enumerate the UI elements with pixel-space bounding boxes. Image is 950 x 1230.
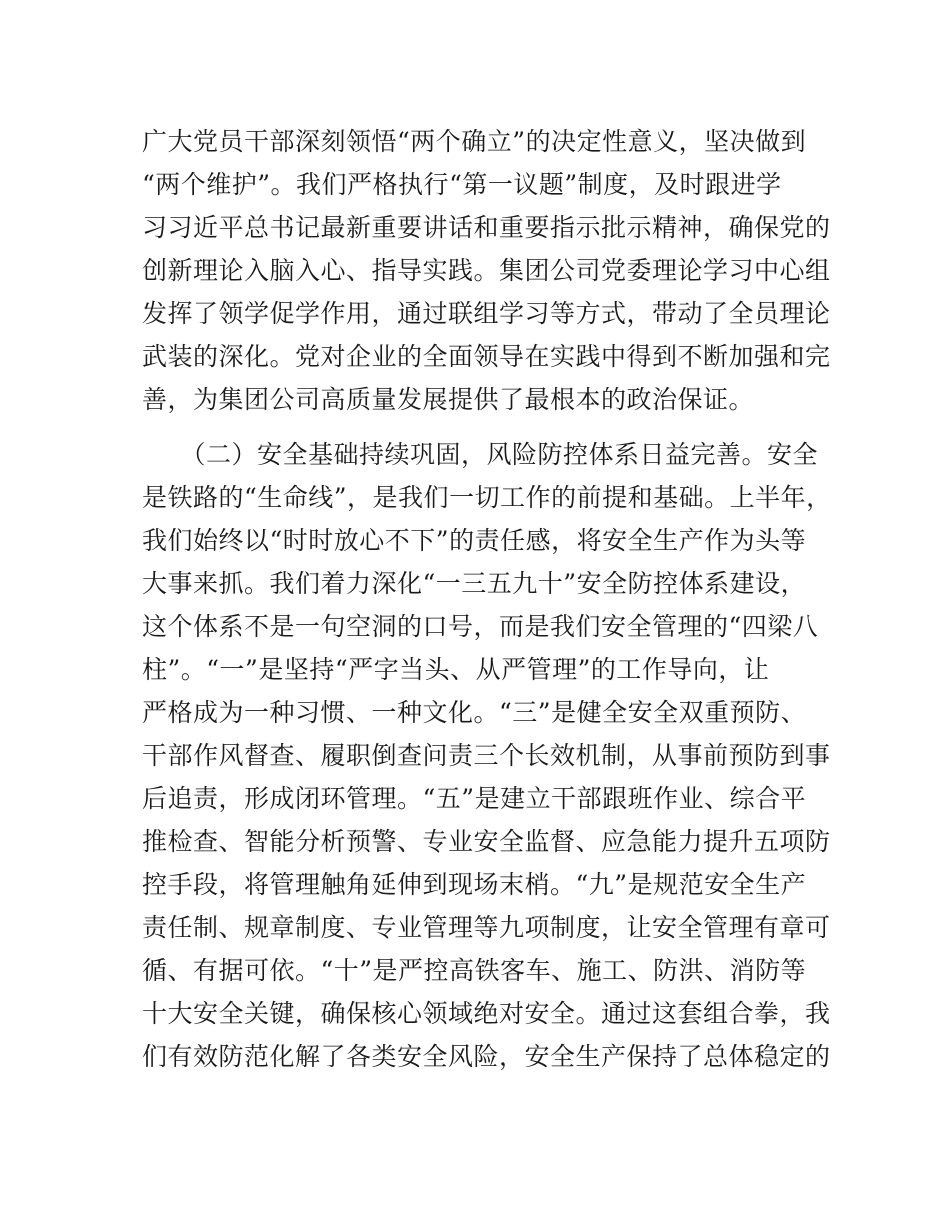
paragraph-2-line-7: 严格成为一种习惯、一种文化。“三”是健全安全双重预防、 bbox=[142, 698, 807, 727]
paragraph-2-line-6: 柱”。“一”是坚持“严字当头、从严管理”的工作导向，让 bbox=[142, 655, 770, 684]
paragraph-1-line-3: 习习近平总书记最新重要讲话和重要指示批示精神，确保党的 bbox=[142, 213, 831, 242]
paragraph-2-line-8: 干部作风督查、履职倒查问责三个长效机制，从事前预防到事 bbox=[142, 741, 831, 770]
paragraph-2-line-11: 控手段，将管理触角延伸到现场末梢。“九”是规范安全生产 bbox=[142, 870, 807, 899]
paragraph-2-line-12: 责任制、规章制度、专业管理等九项制度，让安全管理有章可 bbox=[142, 913, 831, 942]
paragraph-2-line-3: 我们始终以“时时放心不下”的责任感，将安全生产作为头等 bbox=[142, 526, 807, 555]
paragraph-2-line-4: 大事来抓。我们着力深化“一三五九十”安全防控体系建设， bbox=[142, 569, 807, 598]
paragraph-2-line-9: 后追责，形成闭环管理。“五”是建立干部跟班作业、综合平 bbox=[142, 784, 807, 813]
paragraph-1-line-7: 善，为集团公司高质量发展提供了最根本的政治保证。 bbox=[142, 385, 755, 414]
paragraph-2-line-13: 循、有据可依。“十”是严控高铁客车、施工、防洪、消防等 bbox=[142, 956, 807, 985]
paragraph-1-line-4: 创新理论入脑入心、指导实践。集团公司党委理论学习中心组 bbox=[142, 256, 831, 285]
paragraph-2-line-2: 是铁路的“生命线”，是我们一切工作的前提和基础。上半年， bbox=[142, 483, 832, 512]
paragraph-2 bbox=[142, 433, 832, 1078]
paragraph-2-line-15: 们有效防范化解了各类安全风险，安全生产保持了总体稳定的 bbox=[142, 1042, 831, 1071]
paragraph-1-line-6: 武装的深化。党对企业的全面领导在实践中得到不断加强和完 bbox=[142, 342, 831, 371]
paragraph-1-line-2: “两个维护”。我们严格执行“第一议题”制度，及时跟进学 bbox=[142, 170, 782, 199]
paragraph-2-line-10: 推检查、智能分析预警、专业安全监督、应急能力提升五项防 bbox=[142, 827, 831, 856]
paragraph-2-line-14: 十大安全关键，确保核心领域绝对安全。通过这套组合拳，我 bbox=[142, 999, 831, 1028]
paragraph-1-line-1: 广大党员干部深刻领悟“两个确立”的决定性意义，坚决做到 bbox=[142, 127, 807, 156]
paragraph-1-line-5: 发挥了领学促学作用，通过联组学习等方式，带动了全员理论 bbox=[142, 299, 831, 328]
paragraph-2-line-5: 这个体系不是一句空洞的口号，而是我们安全管理的“四梁八 bbox=[142, 612, 819, 641]
paragraph-2-line-1: （二）安全基础持续巩固，风险防控体系日益完善。安全 bbox=[142, 440, 819, 469]
paragraph-1 bbox=[142, 120, 832, 421]
